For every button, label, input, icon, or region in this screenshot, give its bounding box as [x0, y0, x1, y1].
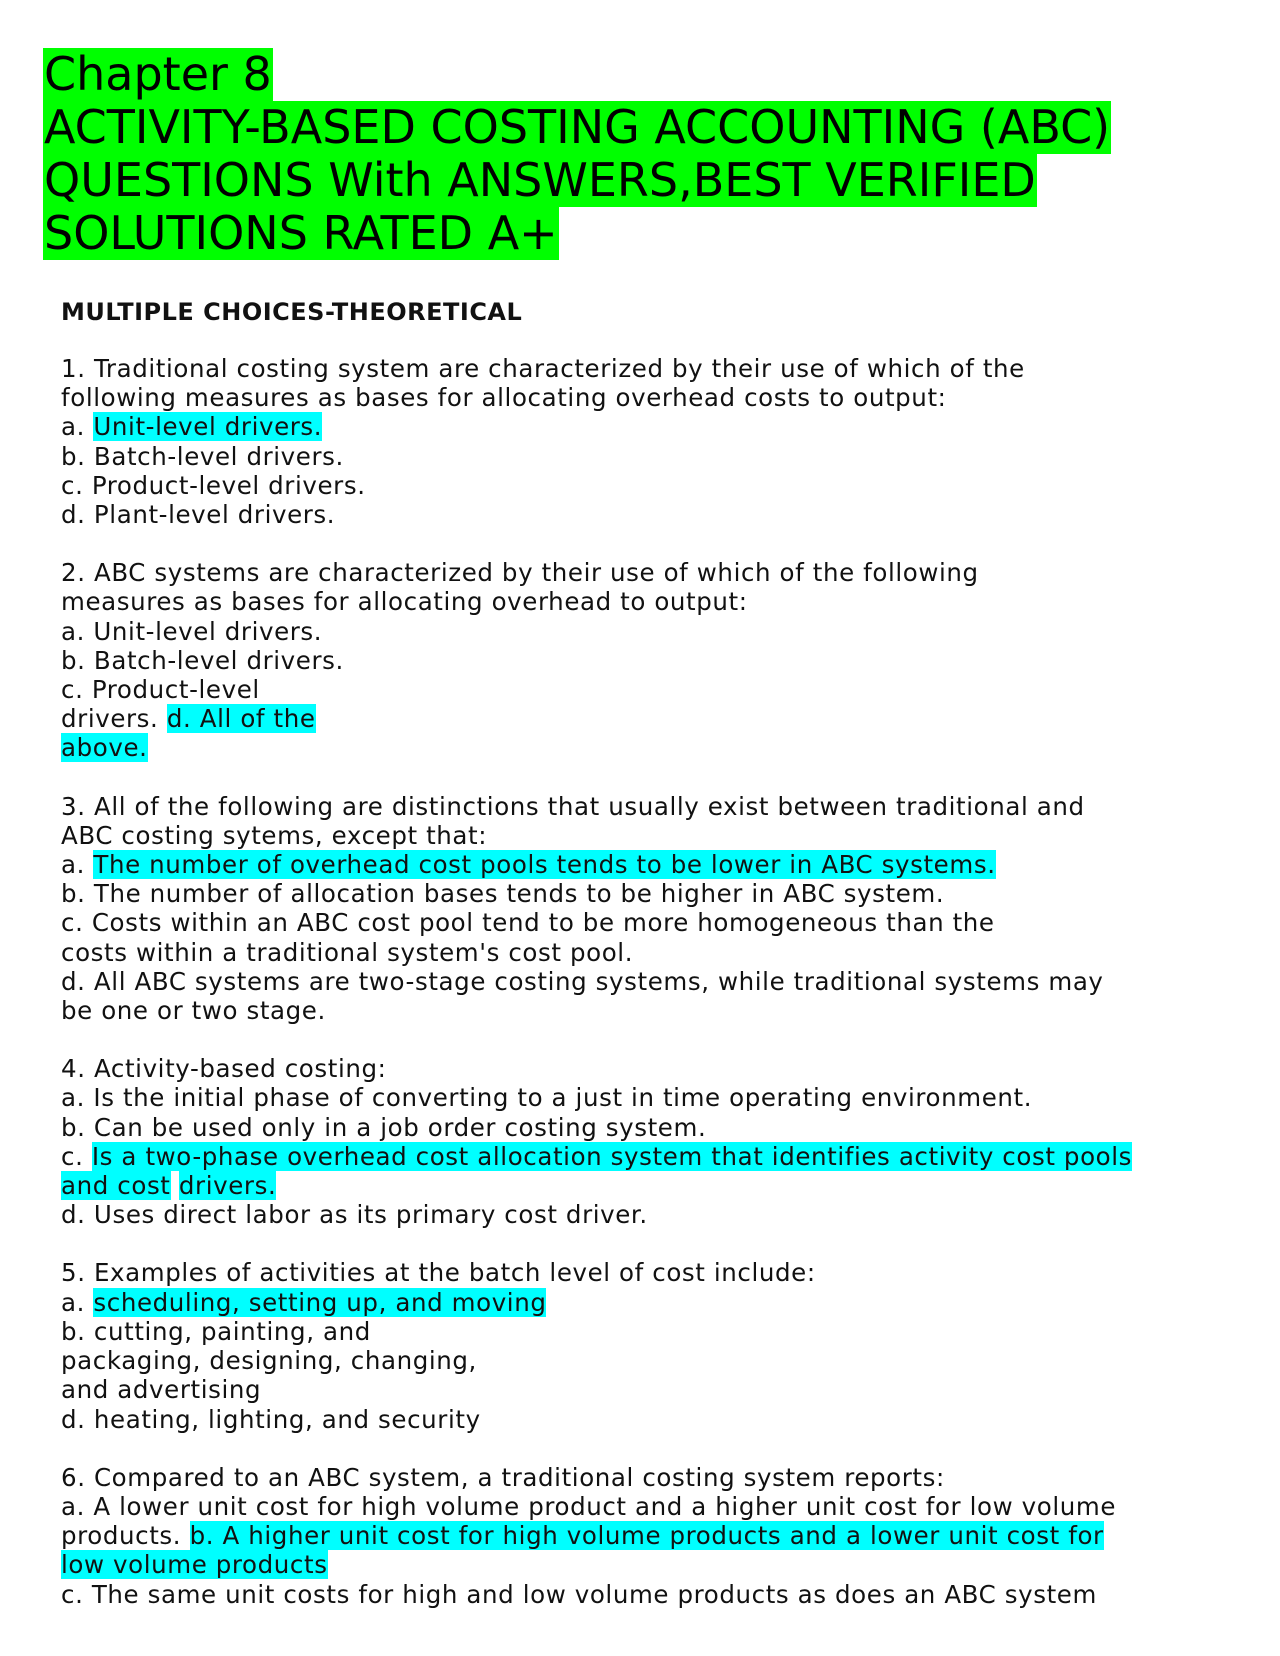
title-line-topic: ACTIVITY-BASED COSTING ACCOUNTING (ABC) — [44, 100, 1111, 154]
title-line-rating: SOLUTIONS RATED A+ — [44, 206, 558, 260]
choice-prefix: a. — [61, 412, 94, 442]
choice-d: d. Plant-level drivers. — [61, 500, 336, 530]
choice-d-continued — [61, 733, 1241, 762]
choice-a-tail: products. — [61, 1521, 190, 1551]
choice-b: b. cutting, painting, and — [61, 1316, 371, 1346]
choice-prefix: c. — [61, 1141, 92, 1171]
question-stem: 4. Activity-based costing: — [61, 1054, 387, 1084]
highlighted-answer: low volume products — [61, 1550, 328, 1580]
title-line-subtitle: QUESTIONS With ANSWERS,BEST VERIFIED — [44, 153, 1036, 207]
choice-a — [61, 1288, 1241, 1317]
question-stem: 3. All of the following are distinctions that usually exist between traditional and — [61, 791, 1085, 821]
highlighted-answer: The number of overhead cost pools tends to be lower in ABC systems. — [93, 850, 996, 880]
question-2 — [61, 558, 1241, 762]
question-3 — [61, 792, 1241, 1026]
choice-b: b. The number of allocation bases tends to be higher in ABC system. — [61, 879, 945, 909]
question-stem: 5. Examples of activities at the batch level of cost include: — [61, 1258, 816, 1288]
choice-a: a. Unit-level drivers. — [61, 616, 323, 646]
choice-c-continued: costs within a traditional system's cost pool. — [61, 937, 634, 967]
choice-b: b. Can be used only in a job order costing system. — [61, 1112, 707, 1142]
question-6 — [61, 1463, 1241, 1609]
choice-c: c. The same unit costs for high and low volume products as does an ABC system — [61, 1579, 1097, 1609]
choice-b-continued: packaging, designing, changing, — [61, 1346, 477, 1376]
choice-c: c. Product-level — [61, 675, 260, 705]
choice-c-continued — [61, 704, 1241, 733]
choice-b-continued: and advertising — [61, 1375, 262, 1405]
choice-c: c. Product-level drivers. — [61, 470, 366, 500]
document-title — [43, 48, 1111, 260]
choice-d-continued: be one or two stage. — [61, 996, 326, 1026]
choice-prefix: a. — [61, 850, 94, 880]
highlighted-answer: above. — [61, 733, 148, 763]
choice-c-tail: drivers. — [61, 704, 167, 734]
choice-c-continued — [61, 1171, 1241, 1200]
highlighted-answer: b. A higher unit cost for high volume products and a lower unit cost for — [189, 1521, 1104, 1551]
choice-c — [61, 1142, 1241, 1171]
choice-b: b. Batch-level drivers. — [61, 441, 344, 471]
highlighted-answer: Is a two-phase overhead cost allocation system that identifies activity cost pools — [91, 1141, 1133, 1171]
highlighted-answer: and cost — [61, 1171, 171, 1201]
question-stem: 6. Compared to an ABC system, a traditional costing system reports: — [61, 1462, 945, 1492]
question-stem: measures as bases for allocating overhead to output: — [61, 587, 748, 617]
question-stem: ABC costing sytems, except that: — [61, 820, 488, 850]
question-4 — [61, 1054, 1241, 1229]
highlighted-answer: drivers. — [178, 1171, 277, 1201]
choice-c: c. Costs within an ABC cost pool tend to be more homogeneous than the — [61, 908, 995, 938]
highlighted-answer: scheduling, setting up, and moving — [93, 1287, 547, 1317]
choice-b: b. Batch-level drivers. — [61, 645, 344, 675]
title-line-chapter: Chapter 8 — [44, 47, 272, 101]
choice-d: d. heating, lighting, and security — [61, 1404, 481, 1434]
choice-d: d. Uses direct labor as its primary cost driver. — [61, 1200, 648, 1230]
question-stem: 2. ABC systems are characterized by their use of which of the following — [61, 558, 979, 588]
question-stem: following measures as bases for allocating overhead costs to output: — [61, 383, 947, 413]
highlighted-answer: Unit-level drivers. — [93, 412, 323, 442]
choice-prefix: a. — [61, 1287, 94, 1317]
choice-a — [61, 412, 1241, 441]
choice-a: a. Is the initial phase of converting to a just in time operating environment. — [61, 1083, 1033, 1113]
choice-b-continued — [61, 1550, 1241, 1579]
choice-d: d. All ABC systems are two-stage costing systems, while traditional systems may — [61, 966, 1104, 996]
choice-a — [61, 850, 1241, 879]
question-stem: 1. Traditional costing system are characterized by their use of which of the — [61, 354, 1025, 383]
questions-list — [61, 354, 1241, 1638]
choice-a-continued — [61, 1521, 1241, 1550]
choice-a: a. A lower unit cost for high volume product and a higher unit cost for low volume — [61, 1491, 1116, 1521]
section-heading: MULTIPLE CHOICES-THEORETICAL — [61, 298, 523, 326]
highlighted-answer: d. All of the — [166, 704, 316, 734]
question-5 — [61, 1258, 1241, 1433]
question-1 — [61, 354, 1241, 529]
